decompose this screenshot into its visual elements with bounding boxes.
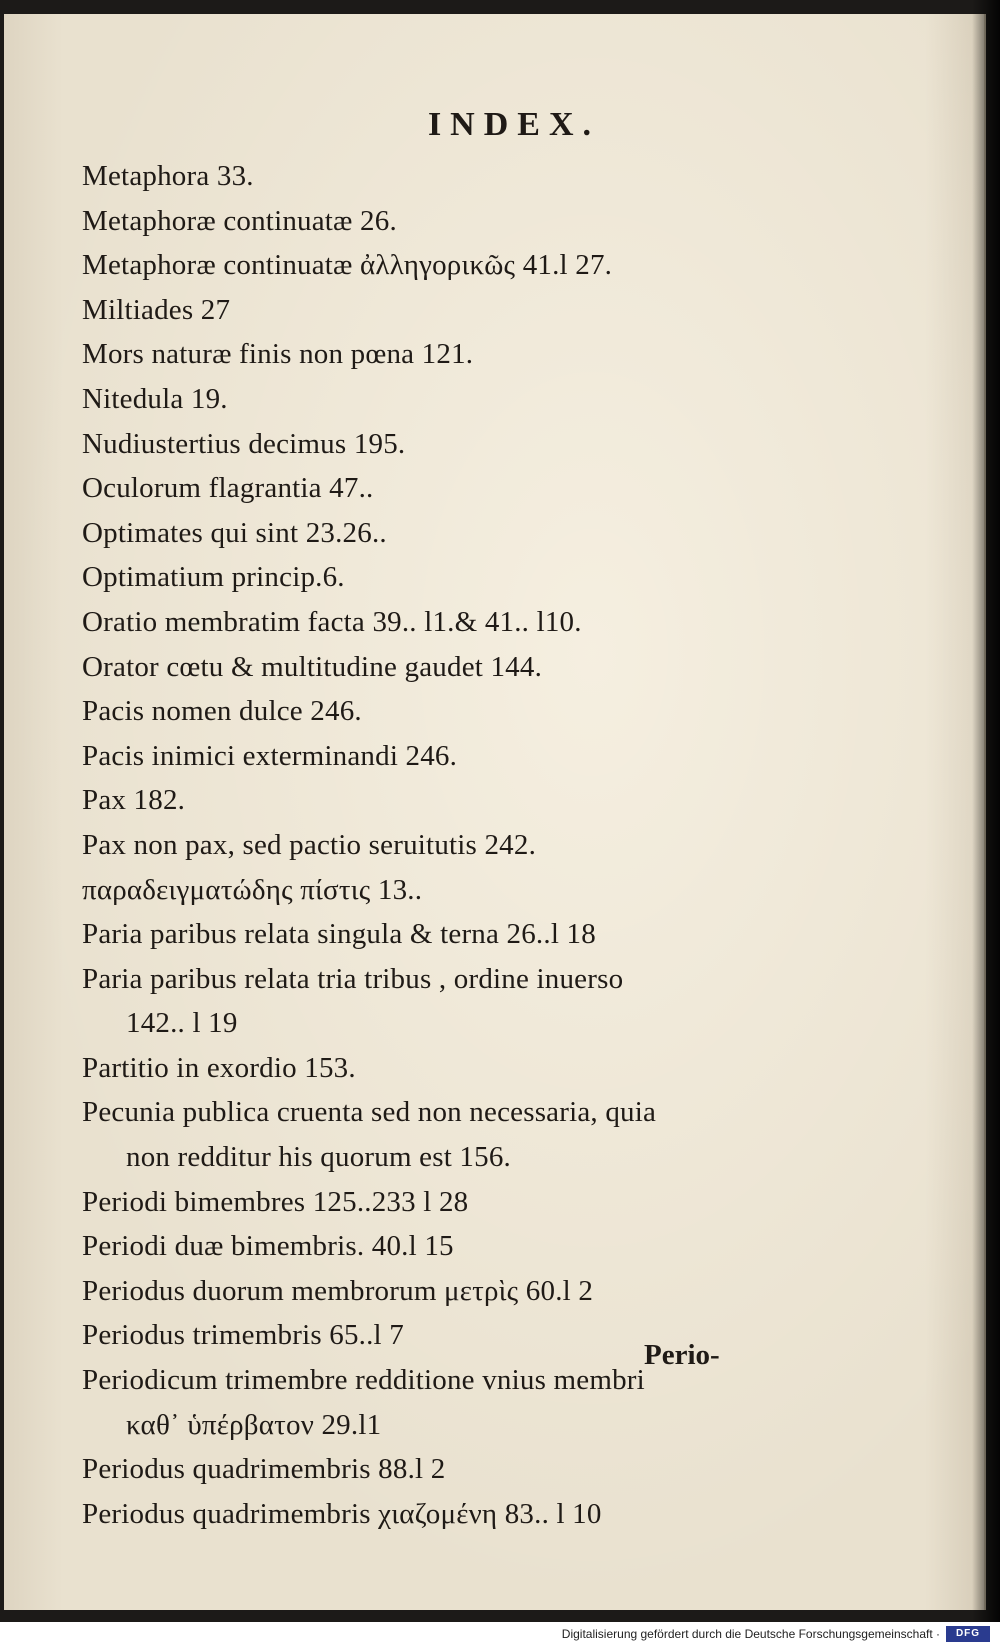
catchword: Perio- [644,1339,720,1371]
index-entry: παραδειγματώδης πίστις 13.. [82,873,423,906]
page-edge-shadow [972,0,1000,1622]
index-entry-continuation: καθ᾽ ὑπέρβατον 29.l1 [126,1408,382,1441]
index-entry: Periodus trimembris 65..l 7 [82,1319,404,1352]
footer-credit: Digitalisierung gefördert durch die Deutsche Forschungsgemeinschaft · [561,1627,940,1641]
footer-bar [0,1622,1000,1647]
index-entry: Metaphoræ continuatæ ἀλληγορικῶς 41.l 27. [82,249,613,282]
index-entry: Paria paribus relata tria tribus , ordine inuerso [82,962,624,995]
index-entry-continuation: 142.. l 19 [126,1007,238,1040]
index-entry: Nitedula 19. [82,382,228,415]
index-entry: Periodicum trimembre redditione vnius membri [82,1364,645,1397]
index-entry: Optimates qui sint 23.26.. [82,516,387,549]
index-entry: Paria paribus relata singula & terna 26..l 18 [82,918,596,951]
index-entry: Oculorum flagrantia 47.. [82,472,374,505]
page-header: INDEX. [427,106,601,143]
index-entry: Pecunia publica cruenta sed non necessaria, quia [82,1096,657,1129]
index-entry: Periodus duorum membrorum μετρὶς 60.l 2 [82,1274,594,1307]
index-entry: Metaphora 33. [82,160,254,192]
index-entry-list [82,154,922,1536]
index-entry: Metaphoræ continuatæ 26. [82,204,397,237]
index-entry: Partitio in exordio 153. [82,1051,356,1084]
index-entry: Optimatium princip.6. [82,561,345,594]
index-entry: Pacis inimici exterminandi 246. [82,739,458,772]
index-entry: Mors naturæ finis non pœna 121. [82,338,474,371]
index-entry: Nudiustertius decimus 195. [82,427,406,460]
index-entry: Periodi bimembres 125..233 l 28 [82,1185,469,1218]
index-entry: Oratio membratim facta 39.. l1.& 41.. l10. [82,605,582,638]
index-entry: Periodus quadrimembris χιαζομένη 83.. l 10 [82,1497,602,1530]
index-entry: Miltiades 27 [82,293,231,326]
index-entry: Pax non pax, sed pactio seruitutis 242. [82,828,537,861]
index-entry: Orator cœtu & multitudine gaudet 144. [82,650,543,683]
index-entry-continuation: non redditur his quorum est 156. [126,1141,511,1174]
index-entry: Pacis nomen dulce 246. [82,695,362,728]
index-entry: Periodi duæ bimembris. 40.l 15 [82,1230,454,1263]
index-entry: Pax 182. [82,784,186,817]
book-page [4,14,986,1610]
index-entry: Periodus quadrimembris 88.l 2 [82,1453,446,1486]
dfg-logo: DFG [946,1626,990,1642]
